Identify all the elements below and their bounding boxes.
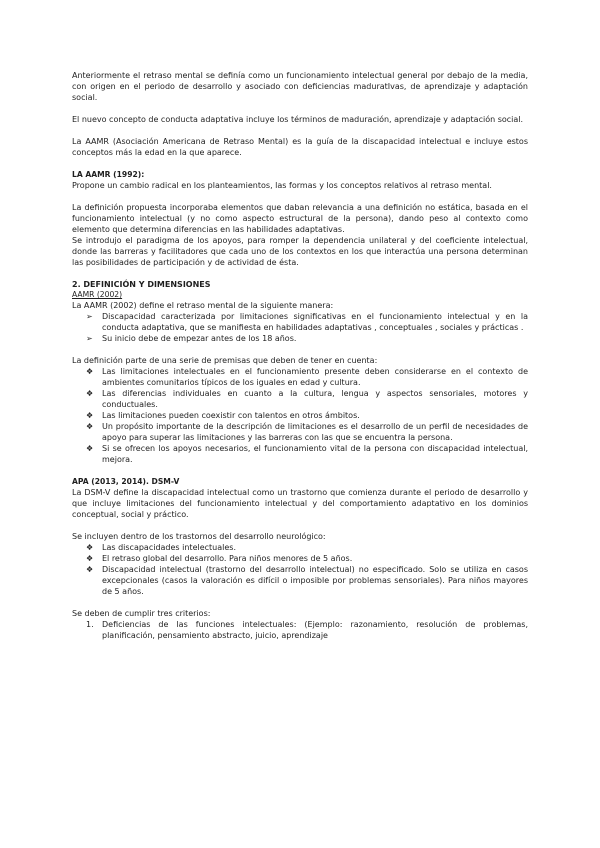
criteria-list (72, 619, 528, 641)
arrow-bullet-icon: ➢ (86, 312, 93, 321)
diamond-bullet-icon: ❖ (86, 543, 94, 552)
list-item: ❖ Un propósito importante de la descripción de limitaciones es el desarrollo de un perfil de necesidades de apoyo para superar las limitaciones y las barreras con las que se encuentra la persona. (86, 422, 528, 442)
diamond-bullet-icon: ❖ (86, 411, 94, 420)
document-page (72, 70, 528, 641)
paragraph-proposed-definition: La definición propuesta incorporaba elementos que daban relevancia a una definición no estática, basada en el funcionamiento intelectual (y no como aspecto estructural de la persona), dando peso al contexto como elemento que determina diferencias en las habilidades adaptativas. (72, 203, 528, 234)
paragraph-aamr-2002-intro: La AAMR (2002) define el retraso mental de la siguiente manera: (72, 301, 334, 310)
diamond-bullet-icon: ❖ (86, 565, 94, 574)
list-item: ❖ Las limitaciones intelectuales en el funcionamiento presente deben considerarse en el contexto de ambientes comunitarios típicos de los iguales en edad y cultura. (86, 367, 528, 387)
paragraph-aamr-guide: La AAMR (Asociación Americana de Retraso Mental) es la guía de la discapacidad intelectual e incluye estos conceptos más la edad en la que aparece. (72, 137, 528, 157)
paragraph-premises-intro: La definición parte de una serie de premisas que deben de tener en cuenta: (72, 356, 378, 365)
paragraph-adaptive-behavior: El nuevo concepto de conducta adaptativa incluye los términos de maduración, aprendizaje y adaptación social. (72, 115, 524, 124)
paragraph-radical-change: Propone un cambio radical en los planteamientos, las formas y los conceptos relativos al retraso mental. (72, 181, 492, 190)
list-item: ❖ Las diferencias individuales en cuanto a la cultura, lengua y aspectos sensoriales, motores y conductuales. (86, 389, 528, 409)
arrow-bullet-icon: ➢ (86, 334, 93, 343)
list-item: ❖ Discapacidad intelectual (trastorno del desarrollo intelectual) no especificado. Solo se utiliza en casos excepcionales (casos la valoración es difícil o imposible por problemas sensoriales). Para niños mayores de 5 años. (86, 565, 528, 596)
heading-apa-dsm-v: APA (2013, 2014). DSM-V (72, 477, 180, 486)
list-item: ❖ Las discapacidades intelectuales. (86, 543, 236, 552)
list-item: ➢ Discapacidad caracterizada por limitaciones significativas en el funcionamiento intelectual y en la conducta adaptativa, que se manifiesta en habilidades adaptativas , conceptuales , sociales y prácticas . (86, 312, 528, 332)
list-item: ➢ Su inicio debe de empezar antes de los 18 años. (86, 334, 297, 343)
premises-list (72, 366, 528, 465)
subheading-aamr-2002: AAMR (2002) (72, 290, 123, 299)
paragraph-criteria-intro: Se deben de cumplir tres criterios: (72, 609, 211, 618)
paragraph-neurodevelopmental-intro: Se incluyen dentro de los trastornos del desarrollo neurológico: (72, 532, 326, 541)
diamond-bullet-icon: ❖ (86, 367, 94, 376)
neurodevelopmental-list (72, 542, 528, 597)
diamond-bullet-icon: ❖ (86, 422, 94, 431)
list-item: 1. Deficiencias de las funciones intelectuales: (Ejemplo: razonamiento, resolución de problemas, planificación, pensamiento abstracto, juicio, aprendizaje (86, 620, 528, 640)
diamond-bullet-icon: ❖ (86, 389, 94, 398)
list-item: ❖ Si se ofrecen los apoyos necesarios, el funcionamiento vital de la persona con discapacidad intelectual, mejora. (86, 444, 528, 464)
paragraph-dsm-v-definition: La DSM-V define la discapacidad intelectual como un trastorno que comienza durante el periodo de desarrollo y que incluye limitaciones del funcionamiento intelectual y del comportamiento adaptativo en los dominios conceptual, social y práctico. (72, 488, 528, 519)
list-number: 1. (86, 620, 94, 629)
diamond-bullet-icon: ❖ (86, 444, 94, 453)
diamond-bullet-icon: ❖ (86, 554, 94, 563)
heading-aamr-1992: LA AAMR (1992): (72, 170, 145, 179)
aamr-2002-list (72, 311, 528, 344)
paragraph-support-paradigm: Se introdujo el paradigma de los apoyos, para romper la dependencia unilateral y del coeficiente intelectual, donde las barreras y facilitadores que cada uno de los contextos en los que interactúa una persona determinan las posibilidades de participación y de actividad de ésta. (72, 236, 528, 267)
list-item: ❖ El retraso global del desarrollo. Para niños menores de 5 años. (86, 554, 353, 563)
section-heading-definition: 2. DEFINICIÓN Y DIMENSIONES (72, 280, 211, 289)
list-item: ❖ Las limitaciones pueden coexistir con talentos en otros ámbitos. (86, 411, 360, 420)
paragraph-previous-definition: Anteriormente el retraso mental se definía como un funcionamiento intelectual general por debajo de la media, con origen en el periodo de desarrollo y asociado con deficiencias maduratIvas, de aprendizaje y adaptación social. (72, 71, 528, 102)
